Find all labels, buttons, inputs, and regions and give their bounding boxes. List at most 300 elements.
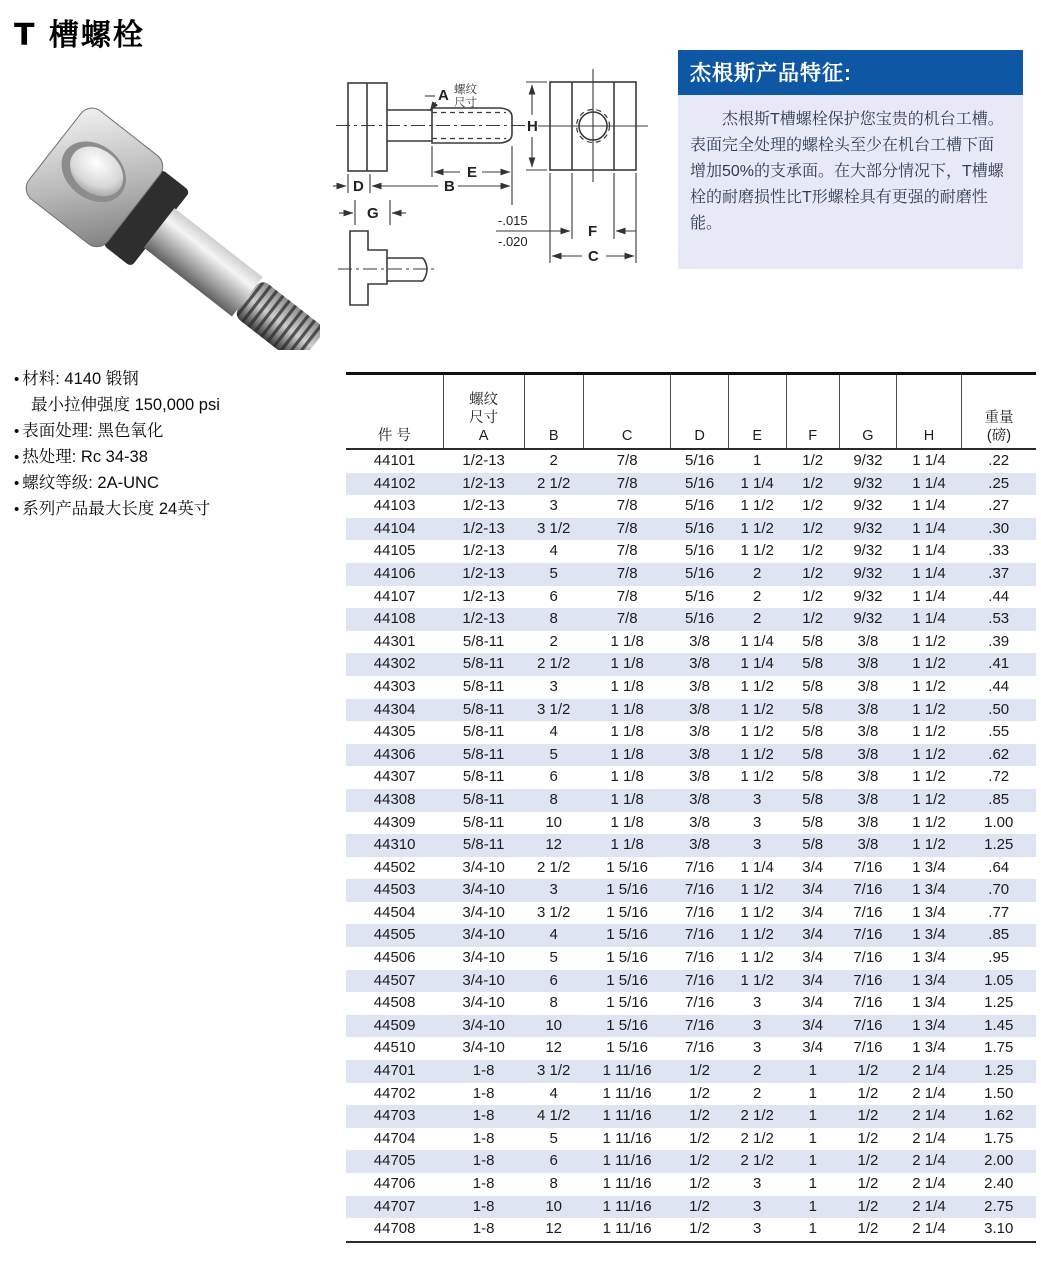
table-cell: 1 1/8 (610, 745, 644, 763)
table-cell: 44308 (373, 790, 416, 808)
table-cell: 1 5/16 (606, 994, 648, 1012)
table-cell: 2 1/4 (912, 1175, 946, 1192)
table-cell: 2 1/2 (536, 858, 571, 876)
table-cell: 44704 (373, 1129, 416, 1147)
table-cell: .55 (988, 723, 1010, 741)
table-cell: 1.45 (984, 1016, 1014, 1034)
table-cell: 44310 (373, 836, 416, 854)
table-cell: 1 5/16 (606, 949, 648, 967)
table-cell: .95 (988, 949, 1010, 967)
table-cell: 1/2 (802, 610, 824, 628)
column-header: B (524, 374, 583, 450)
table-row (346, 879, 1036, 902)
table-cell: 3 (549, 677, 558, 695)
table-cell: 1 1/4 (740, 632, 774, 650)
table-cell: 7/16 (853, 881, 883, 899)
thread-note-2: 尺寸 (454, 97, 477, 109)
table-cell: 5/8-11 (462, 700, 505, 718)
column-header: C (583, 374, 671, 450)
dim-A-label: A (438, 87, 449, 104)
spec-item-heat-treat: • 热处理: Rc 34-38 (14, 444, 339, 470)
table-cell: 44504 (373, 903, 416, 921)
table-cell: .72 (988, 768, 1010, 786)
table-cell: 1 1/2 (740, 519, 774, 537)
table-row (346, 449, 1036, 473)
table-cell: 7/16 (684, 949, 715, 967)
table-cell: 1/2 (802, 519, 824, 537)
table-cell: 3/4-10 (462, 858, 505, 876)
table-cell: 7/8 (616, 564, 638, 582)
dim-D-label: D (353, 178, 364, 195)
table-cell: .37 (988, 564, 1010, 582)
table-cell: 1.75 (984, 1129, 1014, 1147)
table-cell: 2 1/4 (912, 1107, 946, 1125)
table-cell: 5/8-11 (462, 632, 505, 650)
header-row (346, 374, 1036, 450)
table-cell: 1 1/4 (912, 452, 946, 469)
table-cell: 3 1/2 (536, 1062, 571, 1080)
table-cell: 2 1/2 (740, 1129, 774, 1147)
table-cell: 1 1/8 (610, 723, 644, 741)
table-cell: 1/2-13 (462, 542, 505, 560)
table-cell: 1 (808, 1129, 817, 1147)
table-cell: 2.00 (984, 1152, 1014, 1170)
table-cell: 1.05 (984, 971, 1014, 989)
table-cell: 3/8 (689, 836, 711, 854)
table-cell: 7/8 (616, 474, 638, 492)
product-features-box (678, 50, 1023, 269)
table-cell: 44101 (373, 452, 416, 469)
table-cell: 1 1/2 (912, 836, 946, 854)
features-body: 杰根斯T槽螺栓保护您宝贵的机台工槽。表面完全处理的螺栓头至少在机台工槽下面增加50%的支承面。在大部分情况下，T槽螺栓的耐磨损性比T形螺栓具有更强的耐磨性能。 (678, 95, 1023, 269)
table-row (346, 1015, 1036, 1038)
table-row (346, 586, 1036, 609)
table-cell: 1 (753, 452, 762, 469)
table-cell: 1 1/2 (912, 813, 946, 831)
table-cell: 1/2 (689, 1062, 711, 1080)
table-row (346, 1150, 1036, 1173)
table-cell: 7/16 (853, 903, 883, 921)
dim-B-label: B (444, 178, 455, 195)
table-cell: 44309 (373, 813, 416, 831)
table-cell: 1 11/16 (602, 1175, 652, 1192)
table-cell: 7/16 (684, 881, 715, 899)
table-cell: 3/4-10 (462, 971, 505, 989)
table-cell: 5/8 (802, 745, 824, 763)
table-cell: 6 (549, 1152, 558, 1170)
table-cell: 10 (545, 813, 562, 831)
table-cell: 1/2 (689, 1129, 711, 1147)
table-cell: 1/2-13 (462, 564, 505, 582)
table-cell: 1 1/2 (740, 700, 774, 718)
thread-note-1: 螺纹 (454, 84, 477, 96)
table-cell: 7/8 (616, 587, 638, 605)
table-cell: 7/16 (853, 971, 883, 989)
table-cell: 3/8 (689, 655, 711, 673)
table-cell: 3/4-10 (462, 949, 505, 967)
table-cell: 1/2 (689, 1084, 711, 1102)
table-row (346, 1128, 1036, 1151)
tolerance-bottom: -.020 (498, 234, 528, 249)
table-cell: 44510 (373, 1039, 416, 1057)
table-cell: 4 (549, 542, 558, 560)
table-row (346, 834, 1036, 857)
table-cell: 44509 (373, 1016, 416, 1034)
table-row (346, 1173, 1036, 1196)
table-cell: 4 1/2 (536, 1107, 571, 1125)
table-cell: 2 1/4 (912, 1084, 946, 1102)
table-cell: 44302 (373, 655, 416, 673)
table-cell: 1 5/16 (606, 903, 648, 921)
table-cell: 7/8 (616, 610, 638, 628)
table-cell: 44707 (373, 1197, 416, 1215)
table-cell: 44506 (373, 949, 416, 967)
table-cell: 8 (549, 1175, 558, 1192)
table-cell: 1.50 (984, 1084, 1014, 1102)
table-cell: 2 1/4 (912, 1197, 946, 1215)
table-row (346, 518, 1036, 541)
table-cell: 1 1/2 (740, 903, 774, 921)
table-cell: 2 1/4 (912, 1152, 946, 1170)
table-cell: 1-8 (472, 1107, 495, 1125)
table-row (346, 1196, 1036, 1219)
table-cell: 3/4 (802, 903, 824, 921)
table-cell: 3 (753, 813, 762, 831)
spec-list (14, 366, 339, 522)
table-cell: 5 (549, 1129, 558, 1147)
table-cell: 5/8 (802, 813, 824, 831)
table-cell: .85 (988, 790, 1010, 808)
table-cell: 44702 (373, 1084, 416, 1102)
table-cell: 44107 (373, 587, 416, 605)
table-cell: .44 (988, 587, 1010, 605)
table-cell: 1/2-13 (462, 452, 505, 469)
table-cell: 3/8 (857, 836, 879, 854)
table-cell: .27 (988, 497, 1010, 515)
table-cell: 1/2 (857, 1197, 879, 1215)
table-cell: 3 (753, 1220, 762, 1238)
table-cell: 7/16 (853, 1039, 883, 1057)
table-cell: 1 1/8 (610, 768, 644, 786)
table-cell: 3/4 (802, 949, 824, 967)
table-cell: .30 (988, 519, 1010, 537)
table-cell: 5/8-11 (462, 723, 505, 741)
table-cell: 1 11/16 (602, 1084, 652, 1102)
table-cell: 7/16 (853, 926, 883, 944)
table-cell: 1/2 (689, 1152, 711, 1170)
table-cell: 7/16 (684, 971, 715, 989)
table-cell: 5/8 (802, 836, 824, 854)
dim-F-label: F (588, 223, 598, 240)
table-cell: 3/4-10 (462, 903, 505, 921)
table-cell: 7/16 (853, 994, 883, 1012)
table-cell: 44104 (373, 519, 416, 537)
table-cell: 1 1/2 (912, 723, 946, 741)
column-header: 重量 (磅) (961, 374, 1036, 450)
table-cell: 3 (549, 881, 558, 899)
table-cell: 1 11/16 (602, 1152, 652, 1170)
table-cell: 1 1/4 (740, 858, 774, 876)
table-row (346, 789, 1036, 812)
table-cell: .77 (988, 903, 1010, 921)
table-cell: 5/8 (802, 768, 824, 786)
table-cell: 1 1/2 (912, 655, 946, 673)
table-row (346, 473, 1036, 496)
table-row (346, 495, 1036, 518)
table-cell: 3/4-10 (462, 926, 505, 944)
table-row (346, 766, 1036, 789)
table-cell: 3/4 (802, 1016, 824, 1034)
table-cell: 1/2 (802, 474, 824, 492)
table-cell: 5/16 (684, 587, 715, 605)
table-cell: 1/2 (857, 1062, 879, 1080)
features-header: 杰根斯产品特征: (678, 50, 1023, 95)
table-row (346, 1060, 1036, 1083)
spec-item-finish: • 表面处理: 黑色氧化 (14, 418, 339, 444)
table-cell: 1.00 (984, 813, 1014, 831)
table-cell: 1 1/2 (912, 768, 946, 786)
table-cell: .53 (988, 610, 1010, 628)
table-cell: 5/8-11 (462, 813, 505, 831)
table-cell: 1/2 (857, 1129, 879, 1147)
table-cell: 1 11/16 (602, 1197, 652, 1215)
table-cell: .25 (988, 474, 1010, 492)
table-cell: 44304 (373, 700, 416, 718)
table-cell: .70 (988, 881, 1010, 899)
table-cell: 1/2 (857, 1084, 879, 1102)
table-cell: 1 1/2 (740, 745, 774, 763)
table-cell: 2 (549, 452, 558, 469)
table-cell: 44708 (373, 1220, 416, 1238)
table-cell: 5/8-11 (462, 745, 505, 763)
product-photo (0, 58, 320, 350)
table-cell: 2 1/4 (912, 1220, 946, 1238)
table-row (346, 1218, 1036, 1242)
table-cell: 8 (549, 790, 558, 808)
table-cell: 5/8-11 (462, 790, 505, 808)
table-cell: 9/32 (853, 497, 883, 515)
page-title: T 槽螺栓 (14, 18, 145, 53)
table-cell: 3/4-10 (462, 1016, 505, 1034)
table-cell: 10 (545, 1016, 562, 1034)
table-row (346, 631, 1036, 654)
table-cell: 3/8 (857, 745, 879, 763)
table-cell: 44508 (373, 994, 416, 1012)
table-cell: 1 1/2 (912, 632, 946, 650)
table-cell: 1/2 (857, 1107, 879, 1125)
table-cell: 1 1/4 (740, 474, 774, 492)
parts-table-body (346, 449, 1036, 1242)
table-cell: 2 (753, 587, 762, 605)
spec-item-thread-class: • 螺纹等级: 2A-UNC (14, 470, 339, 496)
table-cell: 44701 (373, 1062, 416, 1080)
column-header: F (786, 374, 839, 450)
table-cell: 7/8 (616, 497, 638, 515)
table-cell: 1 3/4 (912, 994, 946, 1012)
table-cell: 1 1/8 (610, 677, 644, 695)
table-cell: 5/16 (684, 542, 715, 560)
table-cell: 1 1/8 (610, 655, 644, 673)
table-cell: 3/4-10 (462, 1039, 505, 1057)
table-cell: 5/16 (684, 610, 715, 628)
table-cell: 5/16 (684, 497, 715, 515)
table-cell: 44102 (373, 474, 416, 492)
table-row (346, 1037, 1036, 1060)
table-cell: 3/4-10 (462, 994, 505, 1012)
table-cell: 1 1/8 (610, 836, 644, 854)
table-cell: 1/2 (802, 497, 824, 515)
table-cell: 1-8 (472, 1197, 495, 1215)
table-cell: 1 1/8 (610, 790, 644, 808)
table-cell: 5/8-11 (462, 768, 505, 786)
table-cell: 2 1/2 (740, 1152, 774, 1170)
table-cell: 7/16 (684, 1016, 715, 1034)
table-row (346, 653, 1036, 676)
table-row (346, 924, 1036, 947)
table-cell: 1-8 (472, 1084, 495, 1102)
table-cell: 3/8 (689, 745, 711, 763)
table-cell: 5/16 (684, 564, 715, 582)
table-cell: 2.75 (984, 1197, 1014, 1215)
table-cell: 3/8 (857, 790, 879, 808)
table-cell: 9/32 (853, 474, 883, 492)
table-row (346, 608, 1036, 631)
table-cell: 9/32 (853, 587, 883, 605)
table-cell: 1 1/2 (740, 926, 774, 944)
table-cell: 1 1/4 (912, 519, 946, 537)
table-cell: 9/32 (853, 452, 883, 469)
spec-item-max-length: • 系列产品最大长度 24英寸 (14, 496, 339, 522)
table-cell: 3 (753, 790, 762, 808)
table-cell: 2 1/4 (912, 1062, 946, 1080)
table-cell: 2 (753, 564, 762, 582)
table-cell: 9/32 (853, 542, 883, 560)
table-cell: 1/2 (802, 452, 824, 469)
table-cell: 1/2 (802, 587, 824, 605)
table-cell: 44305 (373, 723, 416, 741)
table-cell: 1/2 (857, 1220, 879, 1238)
table-cell: 44505 (373, 926, 416, 944)
table-cell: 1 1/2 (740, 949, 774, 967)
table-cell: .62 (988, 745, 1010, 763)
table-cell: 3/8 (689, 790, 711, 808)
table-cell: 5/16 (684, 519, 715, 537)
table-cell: 12 (545, 836, 562, 854)
table-cell: 1 1/4 (912, 610, 946, 628)
table-cell: 1 1/2 (740, 542, 774, 560)
dim-C-label: C (588, 248, 599, 265)
table-cell: 6 (549, 971, 558, 989)
table-row (346, 540, 1036, 563)
parts-table (346, 372, 1036, 1243)
table-cell: 9/32 (853, 564, 883, 582)
table-cell: 1/2 (802, 542, 824, 560)
table-cell: 1 1/4 (912, 542, 946, 560)
table-cell: 44103 (373, 497, 416, 515)
table-cell: 1 1/2 (912, 745, 946, 763)
table-cell: 1 5/16 (606, 926, 648, 944)
table-cell: 1-8 (472, 1129, 495, 1147)
table-cell: 9/32 (853, 610, 883, 628)
table-cell: 1/2 (689, 1220, 711, 1238)
table-cell: 3/8 (689, 813, 711, 831)
table-cell: 1 5/16 (606, 1039, 648, 1057)
table-row (346, 1083, 1036, 1106)
table-cell: 44307 (373, 768, 416, 786)
column-header: G (839, 374, 896, 450)
table-cell: 3 (753, 1197, 762, 1215)
table-cell: 1 1/2 (740, 723, 774, 741)
table-cell: 1.62 (984, 1107, 1014, 1125)
table-cell: 1 3/4 (912, 858, 946, 876)
table-cell: 4 (549, 926, 558, 944)
table-cell: 1-8 (472, 1175, 495, 1192)
table-cell: 3/8 (857, 655, 879, 673)
table-cell: 1 1/4 (912, 497, 946, 515)
table-cell: 1 (808, 1220, 817, 1238)
table-cell: 1 3/4 (912, 949, 946, 967)
table-cell: 7/16 (853, 949, 883, 967)
table-cell: 3 (753, 994, 762, 1012)
table-cell: 1 11/16 (602, 1062, 652, 1080)
table-cell: 1/2-13 (462, 519, 505, 537)
table-cell: 3.10 (984, 1220, 1014, 1238)
table-cell: 44503 (373, 881, 416, 899)
table-cell: 5/16 (684, 474, 715, 492)
parts-table-head (346, 374, 1036, 450)
table-cell: 3 (753, 1039, 762, 1057)
table-cell: .50 (988, 700, 1010, 718)
table-cell: 1/2-13 (462, 474, 505, 492)
table-cell: 1/2-13 (462, 610, 505, 628)
table-cell: 1 1/8 (610, 632, 644, 650)
table-cell: 7/16 (684, 926, 715, 944)
table-cell: 12 (545, 1220, 562, 1238)
table-cell: 1/2 (689, 1175, 711, 1192)
table-cell: 1.75 (984, 1039, 1014, 1057)
table-cell: 44703 (373, 1107, 416, 1125)
table-cell: 2 1/2 (536, 474, 571, 492)
table-cell: 2 (549, 632, 558, 650)
table-cell: 8 (549, 994, 558, 1012)
table-cell: 6 (549, 587, 558, 605)
table-cell: 1 3/4 (912, 971, 946, 989)
table-cell: 7/16 (853, 858, 883, 876)
table-cell: 1 1/2 (740, 971, 774, 989)
table-cell: 1 5/16 (606, 1016, 648, 1034)
table-cell: 4 (549, 1084, 558, 1102)
table-cell: 10 (545, 1197, 562, 1215)
table-cell: 7/16 (853, 1016, 883, 1034)
column-header: 件 号 (346, 374, 443, 450)
table-cell: 1 (808, 1152, 817, 1170)
table-cell: 7/16 (684, 1039, 715, 1057)
table-cell: .44 (988, 677, 1010, 695)
table-cell: .39 (988, 632, 1010, 650)
table-row (346, 721, 1036, 744)
table-cell: 3/8 (857, 723, 879, 741)
table-cell: 44706 (373, 1175, 416, 1192)
table-cell: 1/2 (802, 564, 824, 582)
table-cell: 3 1/2 (536, 903, 571, 921)
table-cell: 1 11/16 (602, 1107, 652, 1125)
table-cell: 3 1/2 (536, 519, 571, 537)
table-cell: 1 1/4 (912, 564, 946, 582)
table-cell: 5/8-11 (462, 836, 505, 854)
parts-table-container (346, 372, 1036, 1243)
column-header: H (897, 374, 962, 450)
table-cell: 5 (549, 564, 558, 582)
